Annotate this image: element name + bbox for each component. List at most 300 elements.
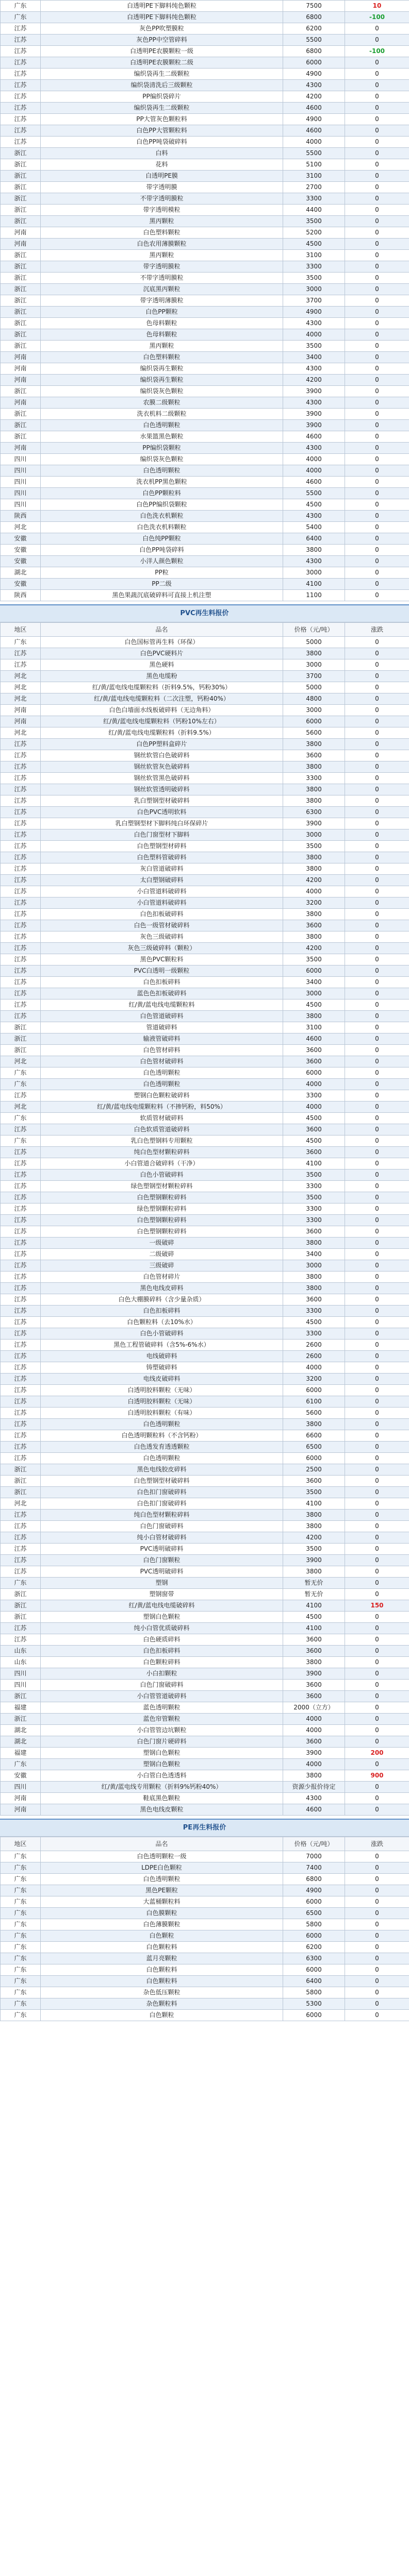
- cell-name: 红/黄/蓝电线电缆颗粒料（不掺钙粉，料50%）: [41, 1101, 283, 1113]
- cell-name: 小白管白色透透料: [41, 1770, 283, 1782]
- cell-region: 浙江: [1, 307, 41, 318]
- cell-price: 7500: [283, 1, 345, 12]
- cell-change: 0: [345, 1067, 409, 1079]
- cell-price: 3900: [283, 1555, 345, 1566]
- cell-change: 0: [345, 341, 409, 352]
- cell-region: 山东: [1, 1657, 41, 1668]
- cell-price: 4100: [283, 1600, 345, 1612]
- cell-change: 0: [345, 556, 409, 567]
- cell-change: 0: [345, 261, 409, 273]
- table-row: [1, 239, 409, 250]
- table-row: [1, 205, 409, 216]
- cell-region: 江苏: [1, 114, 41, 125]
- cell-change: 0: [345, 329, 409, 341]
- cell-price: 6800: [283, 46, 345, 57]
- cell-name: 白色透明颗粒: [41, 420, 283, 431]
- cell-change: 0: [345, 1215, 409, 1226]
- table-row: [1, 511, 409, 522]
- cell-change: 0: [345, 1634, 409, 1646]
- cell-change: 900: [345, 1770, 409, 1782]
- cell-region: 福建: [1, 1702, 41, 1714]
- cell-name: 白色颗粒: [41, 2010, 283, 2021]
- cell-price: 3800: [283, 1011, 345, 1022]
- cell-region: 江苏: [1, 773, 41, 784]
- cell-region: 浙江: [1, 148, 41, 159]
- cell-price: 3200: [283, 897, 345, 909]
- cell-price: 3900: [283, 818, 345, 829]
- cell-name: 白色管材碎片: [41, 1272, 283, 1283]
- cell-name: 白色扣门窗破碎料: [41, 1498, 283, 1510]
- cell-region: 江苏: [1, 69, 41, 80]
- cell-region: 江苏: [1, 648, 41, 659]
- cell-region: 江苏: [1, 750, 41, 761]
- cell-price: 3800: [283, 863, 345, 875]
- cell-price: 4500: [283, 1317, 345, 1328]
- cell-region: 四川: [1, 1668, 41, 1680]
- cell-region: 广东: [1, 2010, 41, 2021]
- table-row: [1, 477, 409, 488]
- cell-name: 灰色三级破碎料: [41, 931, 283, 943]
- cell-change: 0: [345, 1691, 409, 1702]
- cell-price: 4000: [283, 1714, 345, 1725]
- cell-name: 白色门窗片硬碎料: [41, 1736, 283, 1748]
- cell-price: 3400: [283, 1249, 345, 1260]
- cell-change: 0: [345, 1362, 409, 1374]
- cell-change: 0: [345, 1442, 409, 1453]
- cell-name: 电线皮破碎料: [41, 1374, 283, 1385]
- cell-name: 白色透明颗粒: [41, 1874, 283, 1885]
- cell-name: 二级破碎: [41, 1249, 283, 1260]
- cell-price: 3400: [283, 977, 345, 988]
- cell-price: 3000: [283, 705, 345, 716]
- table-row: [1, 522, 409, 533]
- cell-name: 小白管道料破碎料: [41, 897, 283, 909]
- cell-price: 4300: [283, 1793, 345, 1804]
- table-row: [1, 1340, 409, 1351]
- cell-name: 白色大棚膜碎料（含少量杂质）: [41, 1294, 283, 1306]
- table-row: [1, 431, 409, 443]
- cell-region: 广东: [1, 1930, 41, 1942]
- cell-change: 0: [345, 1351, 409, 1362]
- cell-region: 江苏: [1, 1453, 41, 1464]
- table-row: [1, 1987, 409, 1998]
- table-row: [1, 1328, 409, 1340]
- cell-region: 广东: [1, 1136, 41, 1147]
- cell-price: 3300: [283, 1215, 345, 1226]
- cell-price: 6000: [283, 1896, 345, 1908]
- cell-price: 4200: [283, 91, 345, 103]
- table-row: [1, 795, 409, 807]
- table-row: [1, 318, 409, 329]
- table-row: [1, 1770, 409, 1782]
- cell-name: 铸塑破碎料: [41, 1362, 283, 1374]
- cell-price: 5600: [283, 1408, 345, 1419]
- cell-price: 3500: [283, 1544, 345, 1555]
- cell-name: 白色塑料颗粒: [41, 227, 283, 239]
- table-row: [1, 693, 409, 705]
- cell-price: 3300: [283, 193, 345, 205]
- cell-name: PP编织袋颗粒: [41, 443, 283, 454]
- cell-region: 江苏: [1, 852, 41, 863]
- cell-name: 白透明胶料颗粒（有味）: [41, 1408, 283, 1419]
- cell-price: 6500: [283, 1908, 345, 1919]
- table-row: [1, 499, 409, 511]
- table-row: [1, 852, 409, 863]
- cell-change: 0: [345, 1226, 409, 1238]
- cell-name: 编织袋灰色颗粒: [41, 454, 283, 465]
- table-row: [1, 295, 409, 307]
- table-row: [1, 1964, 409, 1976]
- cell-price: 4600: [283, 103, 345, 114]
- table-row: [1, 761, 409, 773]
- cell-price: 4300: [283, 80, 345, 91]
- cell-name: 白色扣板破碎料: [41, 909, 283, 920]
- cell-region: 浙江: [1, 318, 41, 329]
- cell-price: 6000: [283, 1385, 345, 1396]
- cell-name: 带字透明膜粒: [41, 261, 283, 273]
- cell-price: 3500: [283, 216, 345, 227]
- cell-change: 0: [345, 1623, 409, 1634]
- cell-change: 0: [345, 227, 409, 239]
- cell-name: 白色颗粒料: [41, 1964, 283, 1976]
- cell-change: 0: [345, 1544, 409, 1555]
- cell-region: 江苏: [1, 91, 41, 103]
- cell-change: 0: [345, 1555, 409, 1566]
- cell-name: 乳白塑钢型材破碎料: [41, 795, 283, 807]
- cell-name: 电线破碎料: [41, 1351, 283, 1362]
- cell-price: 4300: [283, 556, 345, 567]
- cell-name: 白色软质管道破碎料: [41, 1124, 283, 1136]
- cell-price: 4900: [283, 114, 345, 125]
- cell-price: 4500: [283, 1113, 345, 1124]
- cell-region: 广东: [1, 1113, 41, 1124]
- cell-change: 0: [345, 1328, 409, 1340]
- table-row: [1, 1885, 409, 1896]
- cell-region: 江苏: [1, 931, 41, 943]
- table-row: [1, 443, 409, 454]
- cell-name: 白色硬质碎料: [41, 1634, 283, 1646]
- table-row: [1, 341, 409, 352]
- cell-name: 带字透明模粒: [41, 205, 283, 216]
- cell-price: 3800: [283, 1521, 345, 1532]
- cell-region: 广东: [1, 1896, 41, 1908]
- cell-change: 0: [345, 386, 409, 397]
- cell-price: 3300: [283, 1328, 345, 1340]
- cell-name: 不带字透明膜粒: [41, 273, 283, 284]
- cell-change: 0: [345, 1294, 409, 1306]
- table-row: [1, 1, 409, 12]
- cell-change: 0: [345, 1668, 409, 1680]
- cell-change: 0: [345, 1998, 409, 2010]
- table-row: [1, 1215, 409, 1226]
- table-row: [1, 716, 409, 727]
- cell-region: 江苏: [1, 1147, 41, 1158]
- cell-change: 0: [345, 931, 409, 943]
- section2-title: PVC再生料报价: [0, 604, 409, 622]
- table-row: [1, 386, 409, 397]
- cell-name: 白色纯PP颗粒: [41, 533, 283, 545]
- cell-region: 江苏: [1, 807, 41, 818]
- cell-region: 陕西: [1, 590, 41, 601]
- cell-change: 0: [345, 533, 409, 545]
- table-row: [1, 943, 409, 954]
- cell-name: 灰白管道破碎料: [41, 863, 283, 875]
- cell-region: 江苏: [1, 875, 41, 886]
- cell-name: 白色PP吨袋碎料: [41, 545, 283, 556]
- cell-region: 河北: [1, 1101, 41, 1113]
- table-row: [1, 1374, 409, 1385]
- cell-region: 浙江: [1, 409, 41, 420]
- cell-name: 白色门窗破碎料: [41, 1680, 283, 1691]
- cell-region: 浙江: [1, 216, 41, 227]
- cell-change: 0: [345, 1782, 409, 1793]
- cell-price: 3800: [283, 545, 345, 556]
- cell-name: 白色透发育透透颗粒: [41, 1442, 283, 1453]
- cell-change: 0: [345, 1113, 409, 1124]
- cell-price: 6800: [283, 1874, 345, 1885]
- cell-price: 2000（立方）: [283, 1702, 345, 1714]
- cell-name: 蓝色色扣板破碎料: [41, 988, 283, 999]
- header-name: 品名: [41, 623, 283, 637]
- cell-name: 蓝色透明颗粒: [41, 1702, 283, 1714]
- cell-change: 0: [345, 841, 409, 852]
- cell-change: 0: [345, 954, 409, 965]
- cell-region: 江苏: [1, 1011, 41, 1022]
- cell-price: 3600: [283, 1226, 345, 1238]
- table-row: [1, 931, 409, 943]
- cell-region: 河南: [1, 352, 41, 363]
- cell-region: 河北: [1, 1498, 41, 1510]
- cell-region: 广东: [1, 637, 41, 648]
- cell-name: 黑色硬料: [41, 659, 283, 671]
- cell-price: 6600: [283, 1430, 345, 1442]
- cell-name: 白色扣板碎料: [41, 1646, 283, 1657]
- cell-region: 江苏: [1, 1181, 41, 1192]
- cell-name: 白色塑钢颗粒碎料: [41, 1192, 283, 1204]
- table-row: [1, 1249, 409, 1260]
- cell-change: 0: [345, 1885, 409, 1896]
- cell-name: 塑钢白色颗粒: [41, 1612, 283, 1623]
- cell-region: 江苏: [1, 1192, 41, 1204]
- cell-change: 0: [345, 125, 409, 137]
- cell-name: 红/黄/蓝电线电缆颗粒料（二次注塑，钙粉40%）: [41, 693, 283, 705]
- cell-change: 0: [345, 1204, 409, 1215]
- cell-name: 纯白色型材颗粒碎料: [41, 1147, 283, 1158]
- table-row: [1, 1851, 409, 1862]
- section3-table: [0, 1837, 409, 2021]
- cell-change: 0: [345, 420, 409, 431]
- cell-price: 5600: [283, 727, 345, 739]
- cell-price: 4000: [283, 1079, 345, 1090]
- cell-name: 小白管道合破碎料（干净）: [41, 1158, 283, 1170]
- table-row: [1, 886, 409, 897]
- table-row: [1, 1385, 409, 1396]
- cell-name: 白料: [41, 148, 283, 159]
- cell-name: 红/黄/蓝电线电缆颗粒料（折料9.5%，钙粉30%）: [41, 682, 283, 693]
- cell-change: 0: [345, 705, 409, 716]
- cell-price: 3500: [283, 273, 345, 284]
- cell-price: 3500: [283, 1170, 345, 1181]
- table-row: [1, 1874, 409, 1885]
- cell-change: 0: [345, 1045, 409, 1056]
- table-row: [1, 250, 409, 261]
- table-row: [1, 363, 409, 375]
- table-row: [1, 567, 409, 579]
- cell-name: 编织袋灰色颗粒: [41, 386, 283, 397]
- cell-region: 河北: [1, 693, 41, 705]
- table-row: [1, 863, 409, 875]
- table-row: [1, 988, 409, 999]
- cell-name: 不带字透明膜粒: [41, 193, 283, 205]
- table-row: [1, 1510, 409, 1521]
- cell-change: 0: [345, 182, 409, 193]
- cell-change: 0: [345, 1374, 409, 1385]
- table-row: [1, 671, 409, 682]
- cell-change: 0: [345, 1976, 409, 1987]
- table-row: [1, 1226, 409, 1238]
- cell-price: 4200: [283, 375, 345, 386]
- cell-name: 沉底黑丙颗粒: [41, 284, 283, 295]
- cell-name: 色母料颗粒: [41, 329, 283, 341]
- cell-region: 广东: [1, 1987, 41, 1998]
- cell-price: 3600: [283, 1634, 345, 1646]
- cell-name: 编织袋再生二级颗粒: [41, 69, 283, 80]
- cell-name: 大蓝桶颗粒料: [41, 1896, 283, 1908]
- cell-name: 红/黄/蓝电线电缆颗粒料: [41, 999, 283, 1011]
- cell-name: 黑色电缆粉: [41, 671, 283, 682]
- table-row: [1, 1056, 409, 1067]
- cell-name: 纯白色型材颗粒碎料: [41, 1510, 283, 1521]
- cell-change: 0: [345, 920, 409, 931]
- table-row: [1, 137, 409, 148]
- cell-change: 0: [345, 773, 409, 784]
- cell-region: 浙江: [1, 1022, 41, 1033]
- cell-region: 江苏: [1, 897, 41, 909]
- table-row: [1, 1487, 409, 1498]
- cell-name: 塑钢: [41, 1578, 283, 1589]
- cell-region: 广东: [1, 1964, 41, 1976]
- cell-name: 小白管管道破碎料: [41, 1691, 283, 1702]
- cell-name: 纯小白管材破碎料: [41, 1532, 283, 1544]
- cell-region: 福建: [1, 1748, 41, 1759]
- cell-name: 白色透明颗粒: [41, 465, 283, 477]
- cell-name: 白色PVC透明软料: [41, 807, 283, 818]
- cell-change: 0: [345, 1566, 409, 1578]
- cell-change: 0: [345, 1396, 409, 1408]
- table-row: [1, 454, 409, 465]
- cell-change: 0: [345, 807, 409, 818]
- cell-region: 四川: [1, 1680, 41, 1691]
- cell-change: 0: [345, 250, 409, 261]
- table-row: [1, 1521, 409, 1532]
- cell-region: 河南: [1, 443, 41, 454]
- cell-change: 0: [345, 671, 409, 682]
- table-row: [1, 2010, 409, 2021]
- table-row: [1, 1192, 409, 1204]
- table-row: [1, 1600, 409, 1612]
- cell-region: 安徽: [1, 1770, 41, 1782]
- cell-price: 4600: [283, 1804, 345, 1816]
- cell-price: 3800: [283, 1238, 345, 1249]
- cell-name: 白色PP吨袋破碎料: [41, 137, 283, 148]
- cell-change: 0: [345, 1510, 409, 1521]
- cell-price: 3500: [283, 954, 345, 965]
- table-row: [1, 91, 409, 103]
- cell-region: 江苏: [1, 761, 41, 773]
- cell-region: 广东: [1, 1874, 41, 1885]
- cell-region: 江苏: [1, 1158, 41, 1170]
- cell-name: 黑丙颗粒: [41, 341, 283, 352]
- table-row: [1, 1657, 409, 1668]
- cell-change: 0: [345, 590, 409, 601]
- cell-region: 江苏: [1, 1260, 41, 1272]
- cell-price: 3900: [283, 386, 345, 397]
- cell-price: 3600: [283, 1680, 345, 1691]
- cell-price: 3800: [283, 1510, 345, 1521]
- cell-name: 白色小管破碎料: [41, 1170, 283, 1181]
- table-row: [1, 590, 409, 601]
- cell-region: 江苏: [1, 977, 41, 988]
- cell-region: 陕西: [1, 511, 41, 522]
- cell-region: 浙江: [1, 284, 41, 295]
- cell-price: 3000: [283, 284, 345, 295]
- cell-region: 广东: [1, 1885, 41, 1896]
- cell-name: 黑色工程管破碎料（含5%-6%水）: [41, 1340, 283, 1351]
- section2-table: [0, 622, 409, 1816]
- table-row: [1, 1306, 409, 1317]
- cell-price: 6000: [283, 1453, 345, 1464]
- cell-region: 四川: [1, 477, 41, 488]
- cell-price: 2500: [283, 1464, 345, 1476]
- cell-region: 广东: [1, 1067, 41, 1079]
- table-row: [1, 1158, 409, 1170]
- cell-name: PP二级: [41, 579, 283, 590]
- cell-name: PVC透明破碎料: [41, 1566, 283, 1578]
- table-row: [1, 171, 409, 182]
- cell-region: 河南: [1, 363, 41, 375]
- cell-name: PVC白透明一级颗粒: [41, 965, 283, 977]
- cell-change: 0: [345, 1056, 409, 1067]
- table-row: [1, 465, 409, 477]
- cell-name: 管道破碎料: [41, 1022, 283, 1033]
- cell-region: 江苏: [1, 125, 41, 137]
- cell-region: 湖北: [1, 567, 41, 579]
- cell-name: 钢丝软管黑色破碎料: [41, 773, 283, 784]
- cell-price: 5100: [283, 159, 345, 171]
- table-row: [1, 818, 409, 829]
- table-row: [1, 1396, 409, 1408]
- cell-price: 3600: [283, 1147, 345, 1158]
- cell-price: 3100: [283, 250, 345, 261]
- cell-region: 江苏: [1, 1555, 41, 1566]
- cell-name: 黑色电线皮颗粒: [41, 1804, 283, 1816]
- cell-name: 杂色颗粒料: [41, 1998, 283, 2010]
- cell-region: 浙江: [1, 329, 41, 341]
- cell-region: 江苏: [1, 1521, 41, 1532]
- cell-region: 浙江: [1, 182, 41, 193]
- cell-change: 0: [345, 1464, 409, 1476]
- cell-name: 白色塑钢型材破碎料: [41, 1476, 283, 1487]
- cell-name: PP大管灰色颗粒料: [41, 114, 283, 125]
- cell-change: -100: [345, 46, 409, 57]
- table-row: [1, 1976, 409, 1987]
- cell-price: 暂无价: [283, 1578, 345, 1589]
- cell-change: 0: [345, 148, 409, 159]
- cell-change: 0: [345, 784, 409, 795]
- cell-price: 暂无价: [283, 1589, 345, 1600]
- cell-price: 4000: [283, 1362, 345, 1374]
- cell-region: 江苏: [1, 795, 41, 807]
